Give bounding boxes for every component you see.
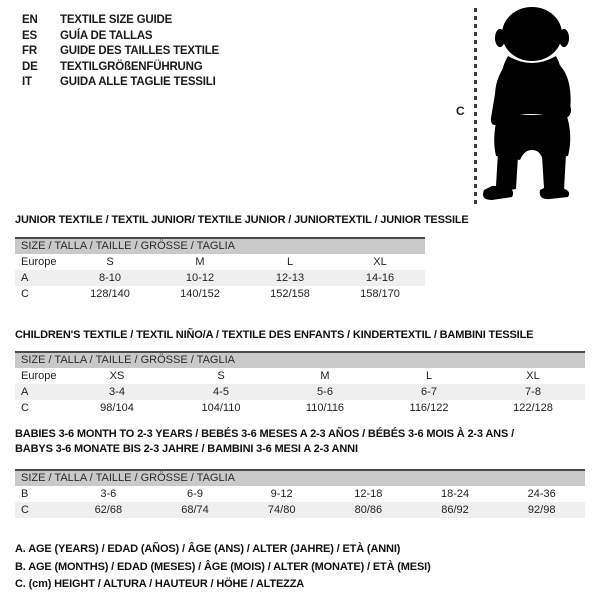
height-cell: 74/80	[267, 504, 296, 516]
footnote-age-months: B. AGE (MONTHS) / EDAD (MESES) / ÂGE (MOIS) / ALTER (MONATE) / ETÀ (MESI)	[15, 560, 431, 573]
height-cell: 92/98	[527, 504, 556, 516]
age-cell: 10-12	[185, 272, 215, 284]
language-title-list	[22, 13, 219, 91]
height-cell: 98/104	[100, 402, 134, 414]
height-cell: 152/158	[270, 288, 310, 300]
age-cell: 4-5	[213, 386, 229, 398]
age-cell: 5-6	[317, 386, 333, 398]
age-cell: 7-8	[525, 386, 541, 398]
age-cell: 6-9	[187, 488, 203, 500]
row-label: Europe	[21, 256, 57, 268]
row-label: C	[21, 288, 29, 300]
height-cell: 104/110	[201, 402, 241, 414]
table-row	[15, 502, 585, 518]
height-dashed-line	[474, 8, 477, 206]
age-cell: 9-12	[270, 488, 293, 500]
baby-silhouette-icon	[482, 6, 594, 208]
age-cell: 18-24	[440, 488, 470, 500]
language-code: FR	[22, 45, 37, 57]
height-cell: 122/128	[513, 402, 553, 414]
section-title-babies: BABIES 3-6 MONTH TO 2-3 YEARS / BEBÉS 3-6 MESES A 2-3 AÑOS / BÉBÉS 3-6 MOIS À 2-3 ANS / BABYS 3-6 MONATE BIS 2-3 JAHRE / BAMBINI 3-6 MESI A 2-3 ANNI	[15, 428, 514, 455]
size-cell: XL	[373, 256, 387, 268]
size-table-header: SIZE / TALLA / TAILLE / GRÖSSE / TAGLIA	[15, 237, 425, 254]
height-cell: 116/122	[409, 402, 449, 414]
language-row	[22, 44, 219, 60]
babies-size-table	[15, 469, 585, 518]
age-cell: 12-18	[354, 488, 383, 500]
language-row	[22, 29, 219, 45]
age-cell: 24-36	[527, 488, 556, 500]
height-marker-label: C	[456, 104, 465, 118]
table-row	[15, 286, 425, 302]
guide-title-it: GUIDA ALLE TAGLIE TESSILI	[60, 76, 216, 88]
language-row	[22, 75, 219, 91]
row-label: C	[21, 402, 29, 414]
row-label: A	[21, 386, 29, 398]
section-title-junior: JUNIOR TEXTILE / TEXTIL JUNIOR/ TEXTILE JUNIOR / JUNIORTEXTIL / JUNIOR TESSILE	[15, 214, 469, 226]
size-cell: S	[217, 370, 225, 382]
height-cell: 158/170	[360, 288, 400, 300]
height-cell: 68/74	[181, 504, 209, 516]
section-title-children: CHILDREN'S TEXTILE / TEXTIL NIÑO/A / TEXTILE DES ENFANTS / KINDERTEXTIL / BAMBINI TESSILE	[15, 329, 534, 341]
age-cell: 3-4	[109, 386, 125, 398]
junior-size-table	[15, 237, 425, 302]
age-cell: 8-10	[98, 272, 122, 284]
footnote-age-years: A. AGE (YEARS) / EDAD (AÑOS) / ÂGE (ANS) / ALTER (JAHRE) / ETÀ (ANNI)	[15, 543, 401, 555]
guide-title-fr: GUIDE DES TAILLES TEXTILE	[60, 45, 219, 57]
row-label: C	[21, 504, 29, 516]
language-code: IT	[22, 76, 32, 88]
guide-title-de: TEXTILGRÖßENFÜHRUNG	[60, 60, 203, 73]
row-label: Europe	[21, 370, 57, 382]
height-cell: 62/68	[94, 504, 123, 516]
age-cell: 14-16	[365, 272, 395, 284]
legend-footnotes	[15, 541, 431, 594]
height-cell: 128/140	[90, 288, 130, 300]
age-cell: 6-7	[421, 386, 437, 398]
size-table-header: SIZE / TALLA / TAILLE / GRÖSSE / TAGLIA	[15, 351, 585, 368]
age-cell: 12-13	[275, 272, 305, 284]
table-row	[15, 270, 425, 286]
row-label: A	[21, 272, 29, 284]
height-cell: 86/92	[441, 504, 469, 516]
size-cell: XL	[526, 370, 540, 382]
table-row	[15, 486, 585, 502]
guide-title-en: TEXTILE SIZE GUIDE	[60, 14, 173, 26]
size-cell: M	[195, 256, 205, 268]
age-cell: 3-6	[100, 488, 117, 500]
language-row	[22, 13, 219, 29]
size-cell: XS	[109, 370, 125, 382]
size-cell: L	[425, 370, 433, 382]
language-row	[22, 60, 219, 76]
height-cell: 110/116	[305, 402, 345, 414]
height-cell: 140/152	[180, 288, 220, 300]
table-row	[15, 400, 585, 416]
guide-title-es: GUÍA DE TALLAS	[60, 29, 153, 42]
size-cell: L	[286, 256, 294, 268]
height-cell: 80/86	[354, 504, 383, 516]
row-label: B	[21, 488, 29, 500]
language-code: DE	[22, 60, 38, 73]
language-code: ES	[22, 29, 37, 42]
table-row	[15, 384, 585, 400]
size-cell: M	[320, 370, 330, 382]
size-table-header: SIZE / TALLA / TAILLE / GRÖSSE / TAGLIA	[15, 469, 585, 486]
size-cell: S	[106, 256, 114, 268]
table-row	[15, 254, 425, 270]
table-row	[15, 368, 585, 384]
footnote-height: C. (cm) HEIGHT / ALTURA / HAUTEUR / HÖHE / ALTEZZA	[15, 578, 305, 590]
children-size-table	[15, 351, 585, 416]
language-code: EN	[22, 14, 38, 26]
